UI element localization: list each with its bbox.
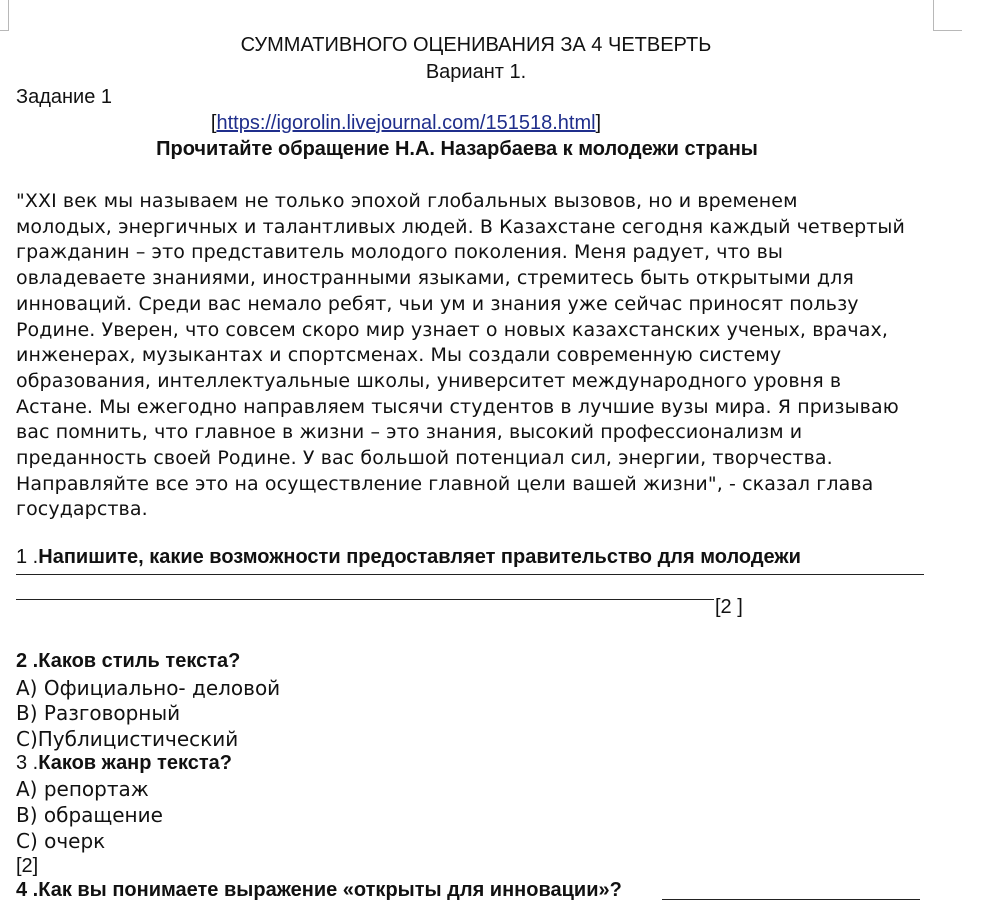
question-3-option-b: В) обращение bbox=[16, 803, 163, 827]
link-bracket-open: [ bbox=[210, 112, 217, 134]
source-link[interactable]: https://igorolin.livejournal.com/151518.html bbox=[216, 112, 596, 134]
variant-label: Вариант 1. bbox=[425, 61, 527, 83]
answer-line-1 bbox=[16, 574, 924, 575]
question-3-score: [2] bbox=[16, 855, 39, 877]
speech-passage: "XXI век мы называем не только эпохой глобальных вызовов, но и временем молодых, энергичных и талантливых людей. В Казахстане сегодня каждый четвертый гражданин – это представитель молодого поколения. Меня радует, что вы овладеваете знаниями, иностранными языками, стремитесь быть открытыми для инноваций. Среди вас немало ребят, чьи ум и знания уже сейчас приносят пользу Родине. Уверен, что совсем скоро мир узнает о новых казахстанских ученых, врачах, инженерах, музыкантах и спортсменах. Мы создали современную систему образования, интеллектуальные школы, университет международного уровня в Астане. Мы ежегодно направляем тысячи студентов в лучшие вузы мира. Я призываю вас помнить, что главное в жизни – это знания, высокий профессионализм и преданность своей Родине. У вас большой потенциал сил, энергии, творчества. Направляйте все это на осуществление главной цели вашей жизни", - сказал глава государства. bbox=[16, 190, 905, 521]
question-4-number: 4 . bbox=[16, 879, 39, 901]
question-3 bbox=[16, 752, 232, 775]
question-3-number: 3 . bbox=[16, 752, 39, 774]
question-2-option-a: А) Официально- деловой bbox=[16, 676, 281, 700]
question-1-text: Напишите, какие возможности предоставляет правительство для молодежи bbox=[38, 546, 801, 568]
source-link-line bbox=[0, 112, 812, 135]
question-3-option-c: С) очерк bbox=[16, 829, 106, 853]
question-1-number: 1 . bbox=[16, 546, 39, 568]
link-bracket-close: ] bbox=[595, 112, 602, 134]
page-corner-mark-right bbox=[933, 0, 962, 31]
question-2-option-c: С)Публицистический bbox=[16, 727, 239, 751]
task-instruction: Прочитайте обращение Н.А. Назарбаева к молодежи страны bbox=[156, 138, 758, 160]
question-2-text: Каков стиль текста? bbox=[38, 650, 241, 672]
question-2 bbox=[16, 650, 240, 673]
question-1-score: [2 ] bbox=[715, 596, 743, 618]
question-4 bbox=[16, 879, 622, 902]
question-4-text: Как вы понимаете выражение «открыты для инновации»? bbox=[38, 879, 622, 901]
document-title: СУММАТИВНОГО ОЦЕНИВАНИЯ ЗА 4 ЧЕТВЕРТЬ bbox=[240, 34, 712, 56]
page-corner-mark-left bbox=[0, 0, 9, 31]
task-label: Задание 1 bbox=[16, 86, 113, 108]
answer-line-4 bbox=[662, 899, 920, 900]
question-2-number: 2 . bbox=[16, 650, 39, 672]
question-3-text: Каков жанр текста? bbox=[38, 752, 232, 774]
question-2-option-b: В) Разговорный bbox=[16, 701, 181, 725]
question-3-option-a: А) репортаж bbox=[16, 777, 149, 801]
answer-line-2 bbox=[16, 599, 714, 600]
question-1 bbox=[16, 546, 801, 569]
